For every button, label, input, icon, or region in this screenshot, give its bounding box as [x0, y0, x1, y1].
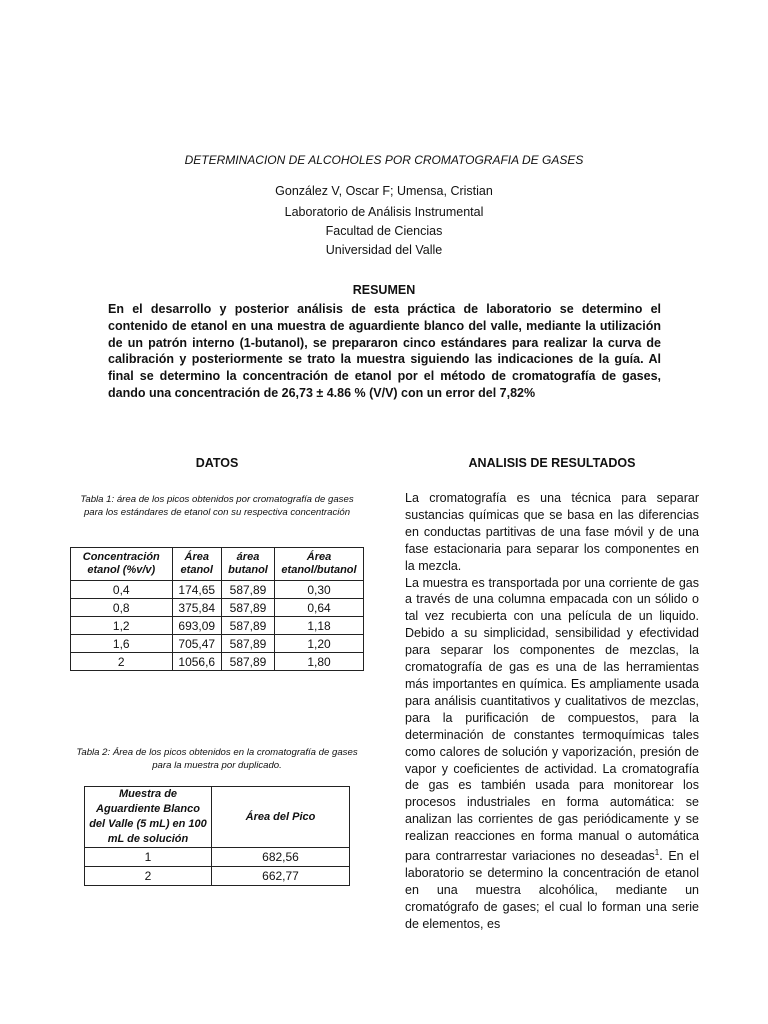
analisis-text [405, 490, 699, 933]
table-cell: 587,89 [221, 635, 274, 653]
table-row [85, 848, 350, 867]
table-row [85, 867, 350, 886]
abstract-text: En el desarrollo y posterior análisis de esta práctica de laboratorio se determino el contenido de etanol en una muestra de aguardiente blanco del valle, mediante la utilización de un patrón interno (1-butanol), se prepararon cinco estándares para realizar la curva de calibración y posteriormente se trato la muestra siguiendo las indicaciones de la guía. Al final se determino la concentración de etanol por el método de cromatografía de gases, dando una concentración de 26,73 ± 4.86 % (V/V) con un error del 7,82% [108, 302, 661, 400]
table2-caption: Tabla 2: Área de los picos obtenidos en la cromatografía de gases para la muestra por duplicado. [76, 747, 358, 771]
table-cell: 682,56 [212, 848, 350, 867]
table-row [71, 653, 364, 671]
analisis-paragraph-2a: La muestra es transportada por una corriente de gas a través de una columna empacada con un sólido o tal vez recubierta con una película de un liquido. Debido a su simplicidad, sensibilidad y efectividad para separar los componentes de mezclas, la cromatografía de gas es una de las herramientas más importantes en química. Es ampliamente usada para análisis cuantitativos y cualitativos de mezclas, para la purificación de compuestos, para la determinación de constantes termoquímicas tales como calores de solución y vaporización, presión de vapor y coeficientes de actividad. La cromatografía de gas es también usada para monitorear los procesos industriales en forma automática: se analizan las corrientes de gas periódicamente y se realizan reacciones en forma manual o automática para contrarrestar variaciones no deseadas [405, 575, 699, 864]
resumen-heading: RESUMEN [352, 283, 416, 297]
table-cell: 1,80 [275, 653, 364, 671]
table-cell: 1 [85, 848, 212, 867]
table1-header: Área etanol/butanol [275, 548, 364, 581]
table-cell: 2 [71, 653, 173, 671]
analisis-paragraph-1: La cromatografía es una técnica para separar sustancias químicas que se basa en las diferencias en conductas partitivas de una fase móvil y de una fase estacionaria para separar los componentes en la mezcla. [405, 491, 699, 573]
table-cell: 587,89 [221, 653, 274, 671]
table1-header: área butanol [221, 548, 274, 581]
table2 [84, 786, 350, 886]
citation-marker: 1 [654, 848, 660, 858]
table2-header-row [85, 787, 350, 848]
affiliation-lab: Laboratorio de Análisis Instrumental [284, 205, 484, 219]
datos-heading: DATOS [195, 456, 239, 470]
table1-caption: Tabla 1: área de los picos obtenidos por cromatografía de gases para los estándares de etanol con su respectiva concentración [80, 494, 354, 518]
paper-title: DETERMINACION DE ALCOHOLES POR CROMATOGRAFIA DE GASES [184, 153, 584, 167]
table-cell: 2 [85, 867, 212, 886]
table1 [70, 547, 364, 671]
analisis-heading: ANALISIS DE RESULTADOS [468, 456, 636, 470]
analisis-paragraph-2b: . En el laboratorio se determino la concentración de etanol en una muestra alcohólica, mediante un cromatógrafo de gases; el cual lo forman una serie de elementos, es [405, 849, 700, 931]
table-cell: 1,2 [71, 617, 173, 635]
table-cell: 1,18 [275, 617, 364, 635]
table-cell: 587,89 [221, 617, 274, 635]
table-cell: 0,4 [71, 581, 173, 599]
table2-header: Área del Pico [212, 787, 350, 848]
table1-header-row [71, 548, 364, 581]
affiliation-faculty: Facultad de Ciencias [325, 224, 443, 238]
table-cell: 587,89 [221, 599, 274, 617]
table-cell: 662,77 [212, 867, 350, 886]
table-cell: 587,89 [221, 581, 274, 599]
table-cell: 693,09 [172, 617, 221, 635]
analisis-paragraph-2 [405, 575, 699, 933]
table-row [71, 617, 364, 635]
table-cell: 705,47 [172, 635, 221, 653]
table-cell: 174,65 [172, 581, 221, 599]
table1-header: Concentración etanol (%v/v) [71, 548, 173, 581]
table-cell: 1056,6 [172, 653, 221, 671]
table2-header: Muestra de Aguardiente Blanco del Valle (5 mL) en 100 mL de solución [85, 787, 212, 848]
table-cell: 1,20 [275, 635, 364, 653]
table-cell: 1,6 [71, 635, 173, 653]
table-cell: 0,30 [275, 581, 364, 599]
table-cell: 0,64 [275, 599, 364, 617]
authors: González V, Oscar F; Umensa, Cristian [275, 184, 493, 198]
table-cell: 0,8 [71, 599, 173, 617]
table-row [71, 635, 364, 653]
table-row [71, 581, 364, 599]
table-row [71, 599, 364, 617]
table1-header: Área etanol [172, 548, 221, 581]
table-cell: 375,84 [172, 599, 221, 617]
affiliation-university: Universidad del Valle [325, 243, 443, 257]
